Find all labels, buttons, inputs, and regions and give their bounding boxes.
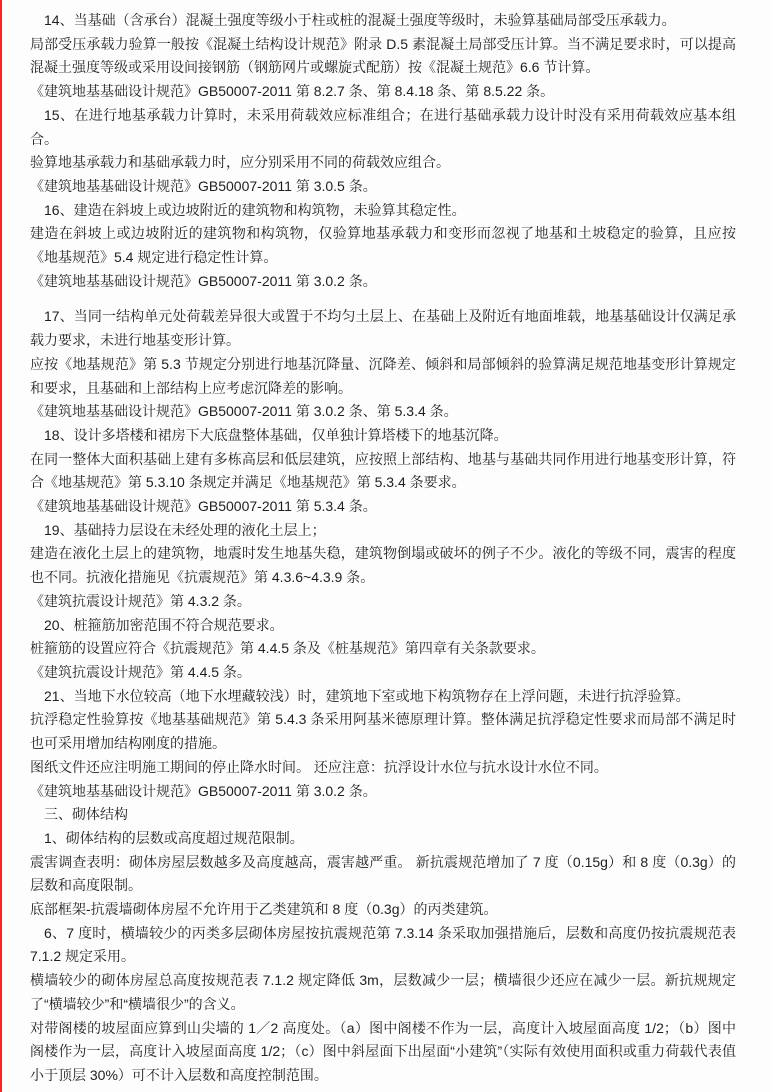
item-paragraph: 17、当同一结构单元处荷载差异很大或置于不均匀土层上、在基础上及附近有地面堆载，地基基础设计仅满足承载力要求，未进行地基变形计算。	[30, 308, 736, 349]
body-paragraph: 对带阁楼的坡屋面应算到山尖墙的 1／2 高度处。（a）图中阁楼不作为一层，高度计入坡屋面高度 1/2；（b）图中阁楼作为一层，高度计入坡屋面高度 1/2；（c）图中斜屋面下出屋面“小建筑”（实际有效使用面积或重力荷载代表值小于顶层 30%）可不计入层数和高度控制范围。	[30, 1019, 736, 1083]
code-reference-line: 《建筑抗震设计规范》第 4.4.5 条。	[30, 663, 251, 680]
code-reference-line: 《建筑地基基础设计规范》GB50007-2011 第 3.0.2 条。	[30, 782, 377, 799]
item-paragraph: 14、当基础（含承台）混凝土强度等级小于柱或桩的混凝土强度等级时，未验算基础局部受压承载力。	[44, 12, 676, 28]
item-paragraph: 20、桩箍筋加密范围不符合规范要求。	[44, 616, 284, 633]
document-body	[30, 9, 736, 1088]
code-reference-line: 《建筑地基基础设计规范》GB50007-2011 第 3.0.5 条。	[30, 177, 377, 194]
body-paragraph: 在同一整体大面积基础上建有多栋高层和低层建筑，应按照上部结构、地基与基础共同作用进行地基变形计算，符合《地基规范》第 5.3.10 条规定并满足《地基规范》第 5.3.4 条要求。	[30, 450, 736, 491]
body-paragraph: 图纸文件还应注明施工期间的停止降水时间。 还应注意：抗浮设计水位与抗水设计水位不同。	[30, 758, 608, 775]
body-paragraph: 震害调查表明：砌体房屋层数越多及高度越高，震害越严重。 新抗震规范增加了 7 度（0.15g）和 8 度（0.3g）的层数和高度限制。	[30, 853, 736, 894]
body-paragraph: 局部受压承载力验算一般按《混凝土结构设计规范》附录 D.5 素混凝土局部受压计算。当不满足要求时，可以提高混凝土强度等级或采用设间接钢筋（钢筋网片或螺旋式配筋）按《混凝土规范》6.6 节计算。	[30, 35, 737, 76]
item-paragraph: 19、基础持力层设在未经处理的液化土层上；	[44, 521, 326, 538]
code-reference-line: 《建筑地基基础设计规范》GB50007-2011 第 3.0.2 条、第 5.3.4 条。	[30, 403, 458, 420]
item-paragraph: 21、当地下水位较高（地下水埋藏较浅）时，建筑地下室或地下构筑物存在上浮问题，未进行抗浮验算。	[44, 687, 690, 704]
code-reference-line: 《建筑地基基础设计规范》GB50007-2011 第 3.0.2 条。	[30, 272, 377, 289]
code-reference-line: 《建筑抗震设计规范》第 4.3.2 条。	[30, 592, 251, 609]
item-paragraph: 15、在进行地基承载力计算时，未采用荷载效应标准组合；在进行基础承载力设计时没有采用荷载效应基本组合。	[30, 106, 736, 147]
body-paragraph: 验算地基承载力和基础承载力时，应分别采用不同的荷载效应组合。	[30, 154, 450, 171]
body-paragraph: 底部框架-抗震墙砌体房屋不允许用于乙类建筑和 8 度（0.3g）的丙类建筑。	[30, 901, 498, 918]
code-reference-line: 《建筑地基基础设计规范》GB50007-2011 第 5.3.4 条。	[30, 498, 377, 515]
body-paragraph: 抗浮稳定性验算按《地基基础规范》第 5.4.3 条采用阿基米德原理计算。整体满足抗浮稳定性要求而局部不满足时也可采用增加结构刚度的措施。	[30, 711, 736, 752]
section-heading: 三、砌体结构	[44, 806, 128, 823]
body-paragraph: 应按《地基规范》第 5.3 节规定分别进行地基沉降量、沉降差、倾斜和局部倾斜的验算满足规范地基变形计算规定和要求，且基础和上部结构上应考虑沉降差的影响。	[30, 355, 736, 396]
item-paragraph: 1、砌体结构的层数或高度超过规范限制。	[44, 829, 304, 846]
body-paragraph: 建造在斜坡上或边坡附近的建筑物和构筑物，仅验算地基承载力和变形而忽视了地基和土坡稳定的验算，且应按《地基规范》5.4 规定进行稳定性计算。	[30, 225, 736, 266]
item-paragraph: 16、建造在斜坡上或边坡附近的建筑物和构筑物，未验算其稳定性。	[44, 201, 466, 218]
body-paragraph: 桩箍筋的设置应符合《抗震规范》第 4.4.5 条及《桩基规范》第四章有关条款要求。	[30, 640, 545, 657]
body-paragraph: 横墙较少的砌体房屋总高度按规范表 7.1.2 规定降低 3m，层数减少一层；横墙很少还应在减少一层。新抗规规定了“横墙较少”和“横墙很少”的含义。	[30, 972, 736, 1012]
item-paragraph: 18、设计多塔楼和裙房下大底盘整体基础，仅单独计算塔楼下的地基沉降。	[44, 426, 508, 443]
code-reference-line: 《建筑地基基础设计规范》GB50007-2011 第 8.2.7 条、第 8.4.18 条、第 8.5.22 条。	[30, 83, 555, 100]
body-paragraph: 建造在液化土层上的建筑物，地震时发生地基失稳，建筑物倒塌或破坏的例子不少。液化的等级不同，震害的程度也不同。抗液化措施见《抗震规范》第 4.3.6~4.3.9 条。	[30, 545, 736, 586]
item-paragraph: 6、7 度时，横墙较少的丙类多层砌体房屋按抗震规范第 7.3.14 条采取加强措施后，层数和高度仍按抗震规范表 7.1.2 规定采用。	[30, 924, 736, 965]
